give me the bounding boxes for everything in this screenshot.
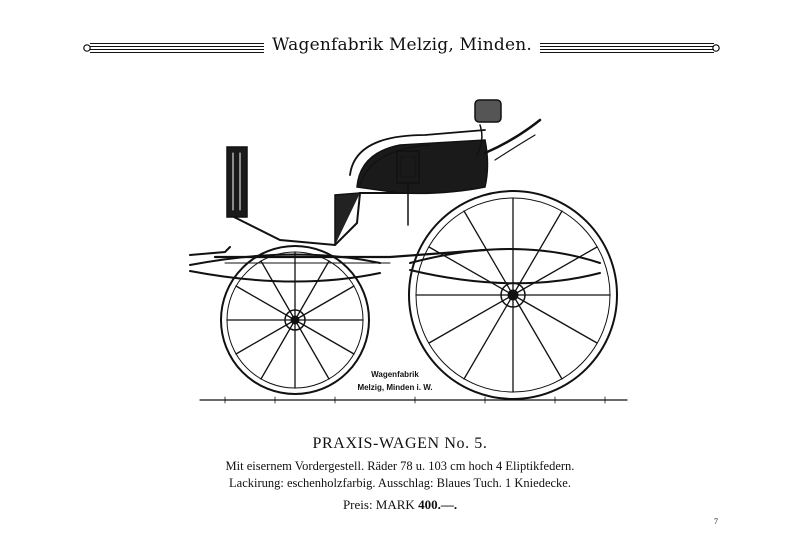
illustration-caption (335, 368, 455, 394)
page-header (82, 30, 722, 66)
price-label: Preis: MARK (342, 497, 419, 512)
header-title: Wagenfabrik Melzig, Minden. (264, 35, 540, 55)
product-title: PRAXIS-WAGEN No. 5. (312, 435, 488, 452)
carriage-drawing (185, 95, 630, 410)
caption-line-1: Wagenfabrik (371, 370, 419, 379)
carriage-illustration (185, 95, 630, 410)
product-price (0, 497, 800, 513)
product-description-line-2: Lackirung: eschenholzfarbig. Ausschlag: Blaues Tuch. 1 Kniedecke. (229, 476, 571, 490)
page-number: 7 (714, 517, 718, 526)
product-description-line-1: Mit eisernem Vordergestell. Räder 78 u. 103 cm hoch 4 Eliptikfedern. (225, 459, 575, 473)
price-value: 400.—. (418, 497, 458, 512)
caption-line-2: Melzig, Minden i. W. (357, 383, 433, 392)
